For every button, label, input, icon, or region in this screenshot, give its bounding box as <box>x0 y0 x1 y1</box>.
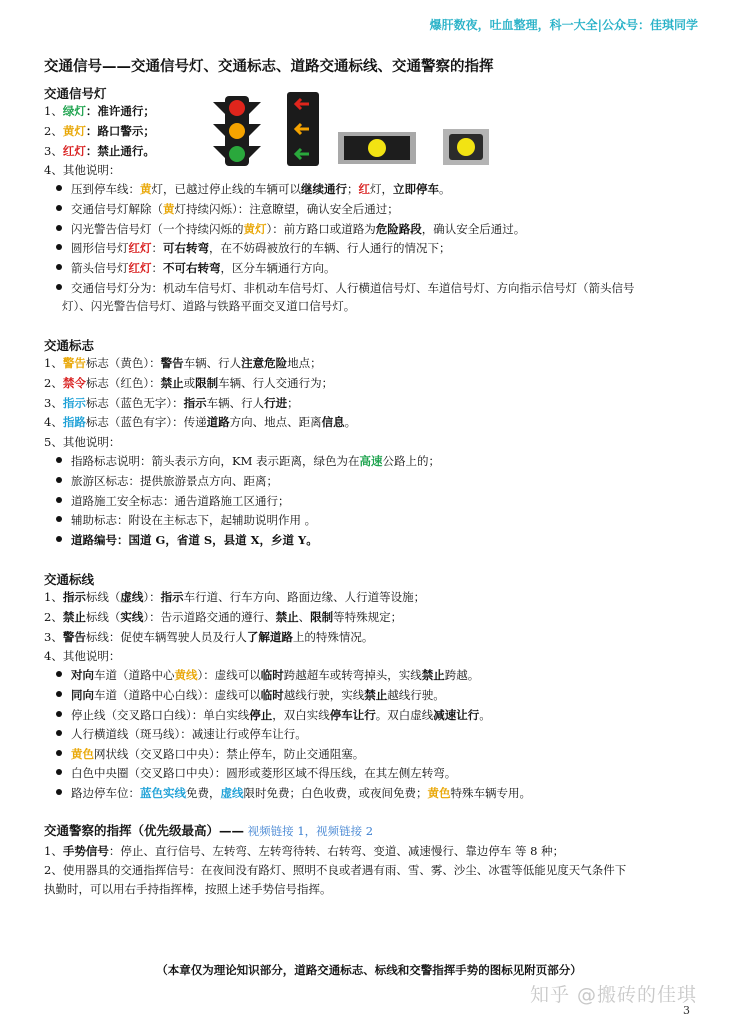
line-red-light: 3、红灯：禁止通行。 <box>44 144 155 158</box>
line-prohibition-signs: 2、禁令标志（红色）：禁止或限制车辆、行人交通行为； <box>44 376 334 390</box>
list-item: 指路标志说明：箭头表示方向，KM 表示距离，绿色为在高速公路上的； <box>56 453 440 469</box>
list-item: 同向车道（道路中心白线）：虚线可以临时越线行驶，实线禁止越线行驶。 <box>56 687 445 703</box>
line-warning-markings: 3、警告标线：促使车辆驾驶人员及行人了解道路上的特殊情况。 <box>44 630 374 644</box>
list-item: 对向车道（道路中心黄线）：虚线可以临时跨越超车或转弯掉头，实线禁止跨越。 <box>56 667 479 683</box>
line-other-notes: 5、其他说明： <box>44 435 121 449</box>
line-indicating-markings: 1、指示标线（虚线）：指示车行道、行车方向、路面边缘、人行道等设施； <box>44 590 426 604</box>
list-item: 白色中央圈（交叉路口中央）：圆形或菱形区域不得压线，在其左侧左转弯。 <box>56 765 456 781</box>
line-yellow-light: 2、黄灯：路口警示； <box>44 124 155 138</box>
page-title: 交通信号——交通信号灯、交通标志、道路交通标线、交通警察的指挥 <box>44 59 494 75</box>
zhihu-watermark: 知乎 @搬砖的佳琪 <box>530 984 698 1006</box>
list-item: 交通信号灯分为：机动车信号灯、非机动车信号灯、人行横道信号灯、车道信号灯、方向指示信号灯（箭头信号 <box>56 280 635 296</box>
vertical-traffic-light-icon <box>213 96 261 166</box>
section-heading-signal-lights: 交通信号灯 <box>44 86 107 101</box>
list-item: 道路施工安全标志：通告道路施工区通行； <box>56 493 290 509</box>
list-item: 闪光警告信号灯（一个持续闪烁的黄灯）：前方路口或道路为危险路段，确认安全后通过。 <box>56 221 525 237</box>
footnote: （本章仅为理论知识部分，道路交通标志、标线和交警指挥手势的图标见附页部分） <box>156 963 582 977</box>
list-item: 人行横道线（斑马线）：减速让行或停车让行。 <box>56 726 307 742</box>
line-warning-signs: 1、警告标志（黄色）：警告车辆、行人注意危险地点； <box>44 356 322 370</box>
horizontal-flashing-light-icon <box>338 132 416 164</box>
header-banner: 爆肝数夜，吐血整理，科一大全|公众号：佳琪同学 <box>429 18 698 32</box>
list-item: 停止线（交叉路口白线）：单白实线停止，双白实线停车让行。双白虚线减速让行。 <box>56 707 491 723</box>
line-other-notes: 4、其他说明： <box>44 163 121 177</box>
list-item: 辅助标志：附设在主标志下，起辅助说明作用 。 <box>56 512 316 528</box>
section-heading-traffic-signs: 交通标志 <box>44 338 95 353</box>
list-item: 黄色网状线（交叉路口中央）：禁止停车，防止交通阻塞。 <box>56 746 364 762</box>
list-item: 圆形信号灯红灯：可右转弯，在不妨碍被放行的车辆、行人通行的情况下； <box>56 240 451 256</box>
single-yellow-light-icon <box>443 129 489 165</box>
section-heading-police-signals: 交通警察的指挥（优先级最高）—— 视频链接 1，视频链接 2 <box>44 823 374 838</box>
line-guide-signs: 4、指路标志（蓝色有字）：传递道路方向、地点、距离信息。 <box>44 415 357 429</box>
section-heading-road-markings: 交通标线 <box>44 572 95 587</box>
list-item: 道路编号：国道 G，省道 S，县道 X，乡道 Y。 <box>56 532 318 548</box>
line-green-light: 1、绿灯：准许通行； <box>44 104 155 118</box>
line-mandatory-signs: 3、指示标志（蓝色无字）：指示车辆、行人行进； <box>44 396 299 410</box>
line-equipment-signals-continuation: 执勤时，可以用右手持指挥棒，按照上述手势信号指挥。 <box>44 882 332 896</box>
list-item-continuation: 灯）、闪光警告信号灯、道路与铁路平面交叉道口信号灯。 <box>62 299 356 313</box>
page-number: 3 <box>683 1004 690 1017</box>
list-item: 交通信号灯解除（黄灯持续闪烁）：注意瞭望，确认安全后通过； <box>56 201 399 217</box>
list-item: 压到停车线：黄灯，已越过停止线的车辆可以继续通行；红灯，立即停车。 <box>56 181 451 197</box>
line-equipment-signals: 2、使用器具的交通指挥信号：在夜间没有路灯、照明不良或者遇有雨、雪、雾、沙尘、冰雹等低能见度天气条件下 <box>44 863 627 877</box>
list-item: 旅游区标志：提供旅游景点方向、距离； <box>56 473 278 489</box>
line-hand-signals: 1、手势信号：停止、直行信号、左转弯、左转弯待转、右转弯、变道、减速慢行、靠边停车 等 8 种； <box>44 844 565 858</box>
list-item: 箭头信号灯红灯：不可右转弯，区分车辆通行方向。 <box>56 260 336 276</box>
list-item: 路边停车位：蓝色实线免费，虚线限时免费；白色收费，或夜间免费；黄色特殊车辆专用。 <box>56 785 531 801</box>
line-prohibitory-markings: 2、禁止标线（实线）：告示道路交通的遵行、禁止、限制等特殊规定； <box>44 610 403 624</box>
arrow-traffic-light-icon <box>287 92 319 166</box>
line-other-notes: 4、其他说明： <box>44 649 121 663</box>
video-link-1[interactable]: 视频链接 1 <box>247 824 305 838</box>
video-link-2[interactable]: 视频链接 2 <box>316 824 374 838</box>
